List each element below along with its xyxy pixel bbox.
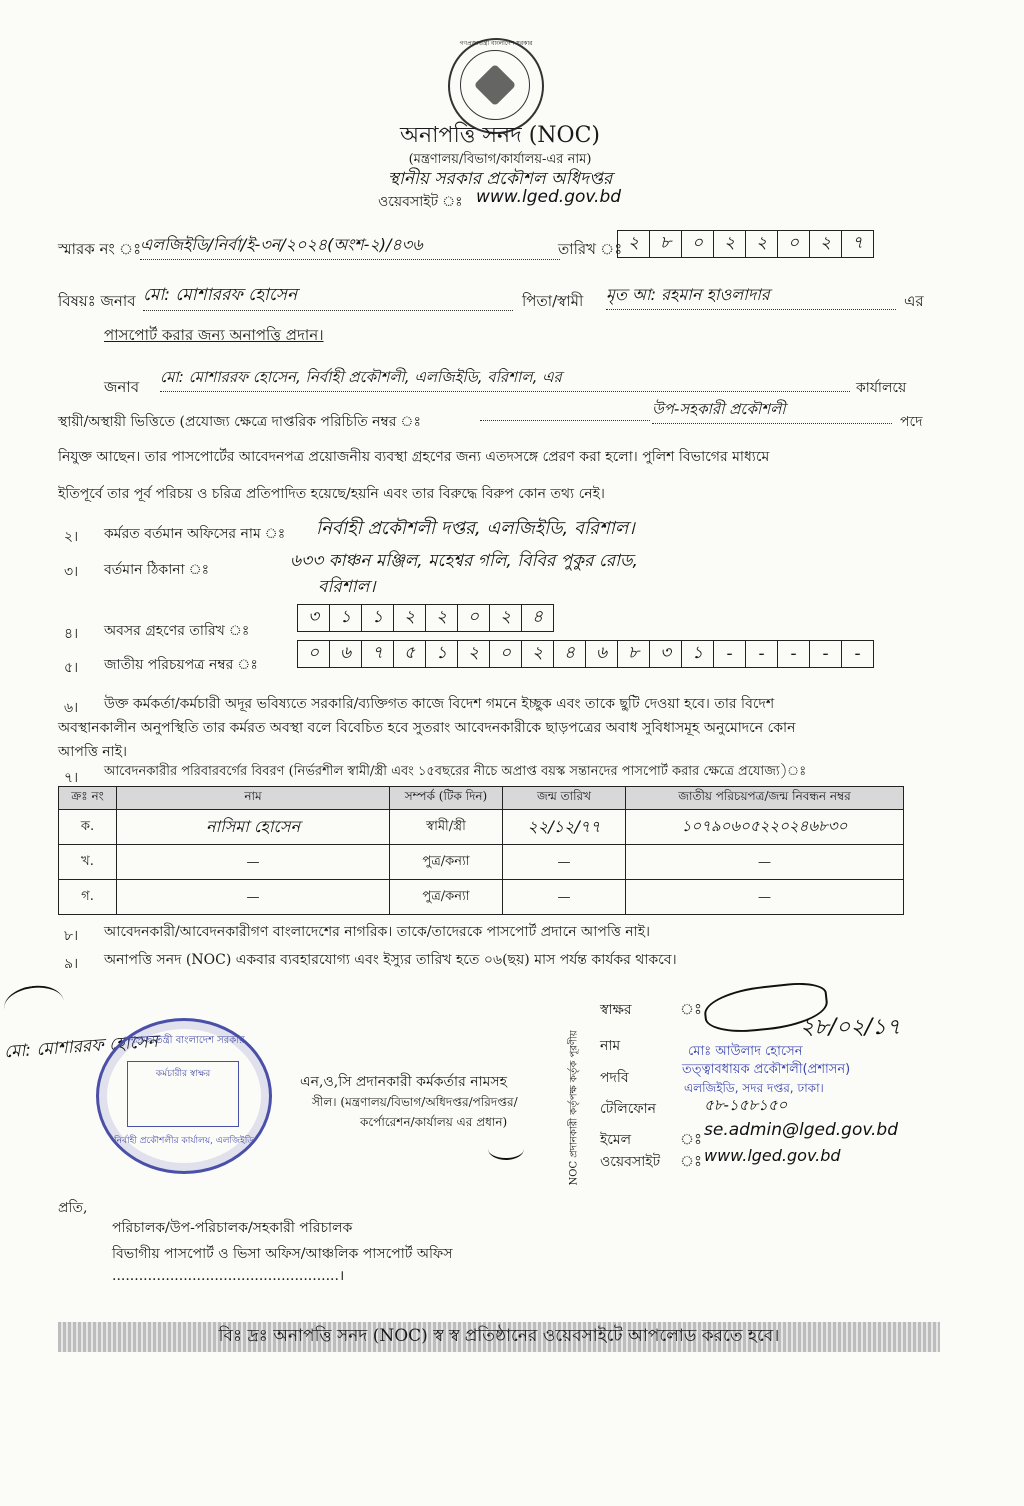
date-digit-box: ০: [681, 230, 714, 258]
row-dob: ২২/১২/৭৭: [503, 810, 626, 845]
footer-note: [58, 1322, 940, 1352]
row-relation: পুত্র/কন্যা: [390, 845, 503, 880]
date-digit-box: ২: [745, 230, 778, 258]
subject-suffix: এর: [904, 292, 924, 310]
row-name: —: [117, 880, 390, 915]
subject-name: মো: মোশাররফ হোসেন: [143, 282, 513, 311]
item3-value-line2: বরিশাল।: [318, 577, 376, 597]
header-dob: জন্ম তারিখ: [503, 787, 626, 810]
retirement-digit-box: ১: [329, 604, 362, 632]
father-name: মৃত আ: রহমান হাওলাদার: [606, 282, 896, 310]
footer-note-text: বিঃ দ্রঃ অনাপত্তি সনদ (NOC) স্ব স্ব প্রতিষ্ঠানের ওয়েবসাইটে আপলোড করতে হবে।: [218, 1326, 780, 1346]
nid-digit-box: ২: [457, 640, 490, 668]
to-label: প্রতি,: [58, 1200, 88, 1216]
email-value: se.admin@lged.gov.bd: [704, 1120, 899, 1140]
row-sl: ক.: [59, 810, 117, 845]
name-label: নাম: [600, 1038, 621, 1054]
para1-line3: নিযুক্ত আছেন। তার পাসপোর্টের আবেদনপত্র প্রয়োজনীয় ব্যবস্থা গ্রহণের জন্য এতদসঙ্গে প্রেরণ করা হলো। পুলিশ বিভাগের মাধ্যমে: [58, 449, 770, 465]
nid-digit-box: -: [841, 640, 874, 668]
phone-value: ৫৮-১৫৮১৫০: [704, 1096, 788, 1114]
retirement-digit-box: ১: [361, 604, 394, 632]
header-nid: জাতীয় পরিচয়পত্র/জন্ম নিবন্ধন নম্বর: [626, 787, 904, 810]
sign-label: স্বাক্ষর: [600, 1002, 632, 1018]
office-seal: [96, 1018, 272, 1174]
nid-digit-box: ১: [681, 640, 714, 668]
para1-office-suffix: কার্যালয়ে: [856, 380, 907, 396]
site-value: www.lged.gov.bd: [704, 1146, 841, 1165]
header-sl: ক্রঃ নং: [59, 787, 117, 810]
nid-digit-box: -: [713, 640, 746, 668]
seal-text-top: গণপ্রজাতন্ত্রী বাংলাদেশ সরকার: [123, 1035, 245, 1046]
seal-inner-text: কর্মচারীর স্বাক্ষর: [155, 1069, 211, 1079]
name-value: মোঃ আউলাদ হোসেন: [688, 1044, 803, 1059]
left-signature-scribble: [2, 982, 67, 1028]
item3-value-line1: ৬৩৩ কাঞ্চন মঞ্জিল, মহেশ্বর গলি, বিবির পুকুর রোড,: [290, 551, 638, 571]
nid-digit-box: ৮: [617, 640, 650, 668]
item7-label: আবেদনকারীর পরিবারবর্গের বিবরণ (নির্ভরশীল স্বামী/স্ত্রী এবং ১৫বছরের নীচে অপ্রাপ্ত বয়স্ক সন্তানদের পাসপোর্ট করার ক্ষেত্রে প্রযোজ্য)ঃ: [104, 764, 807, 779]
date-digit-box: ২: [713, 230, 746, 258]
designation-label: পদবি: [600, 1070, 629, 1086]
row-name: —: [117, 845, 390, 880]
item5-label: জাতীয় পরিচয়পত্র নম্বর ঃ: [104, 657, 258, 673]
email-label: ইমেল: [600, 1132, 632, 1148]
website-value: www.lged.gov.bd: [476, 187, 622, 207]
row-relation: স্বামী/স্ত্রী: [390, 810, 503, 845]
nid-digit-box: ৭: [361, 640, 394, 668]
subject-label: বিষয়ঃ জনাব: [58, 292, 136, 310]
to-line3: ...................................................।: [112, 1268, 345, 1284]
retirement-digit-box: ৩: [297, 604, 330, 632]
to-line2: বিভাগীয় পাসপোর্ট ও ভিসা অফিস/আঞ্চলিক পাসপোর্ট অফিস: [112, 1246, 453, 1262]
item2-label: কর্মরত বর্তমান অফিসের নাম ঃ: [104, 526, 286, 542]
ministry-name: স্থানীয় সরকার প্রকৌশল অধিদপ্তর: [387, 169, 613, 189]
site-colon: ঃ: [680, 1152, 703, 1170]
retirement-digit-box: ২: [425, 604, 458, 632]
memo-value: এলজিইডি/নির্বা/ই-৩ন/২০২৪(অংশ-২)/৪৩৬: [140, 232, 560, 260]
designation-sub: এলজিইডি, সদর দপ্তর, ঢাকা।: [684, 1081, 824, 1095]
family-table: [58, 786, 904, 915]
item2-no: ২।: [64, 529, 79, 545]
father-label: পিতা/স্বামী: [522, 292, 584, 310]
item9-no: ৯।: [64, 956, 79, 972]
item6-line1: উক্ত কর্মকর্তা/কর্মচারী অদূর ভবিষ্যতে সরকারি/ব্যক্তিগত কাজে বিদেশ গমনে ইচ্ছুক এবং তাকে ছুটি দেওয়া হবে। তার বিদেশ: [104, 696, 775, 712]
para1-line2-prefix: স্থায়ী/অস্থায়ী ভিত্তিতে (প্রযোজ্য ক্ষেত্রে দাপ্তরিক পরিচিতি নম্বর ঃ: [58, 414, 421, 430]
row-nid: —: [626, 845, 904, 880]
row-sl: গ.: [59, 880, 117, 915]
item4-no: ৪।: [64, 626, 79, 642]
row-relation: পুত্র/কন্যা: [390, 880, 503, 915]
seal-inner-box: [127, 1061, 239, 1127]
caption-initials: [488, 1138, 524, 1160]
item4-label: অবসর গ্রহণের তারিখ ঃ: [104, 623, 250, 639]
date-boxes: [618, 230, 874, 258]
para1-label: জনাব: [104, 378, 140, 396]
para1-name: মো: মোশাররফ হোসেন, নির্বাহী প্রকৌশলী, এলজিইডি, বরিশাল, এর: [160, 366, 850, 392]
nid-digit-box: ০: [489, 640, 522, 668]
item8-no: ৮।: [64, 928, 79, 944]
email-colon: ঃ: [680, 1130, 703, 1148]
retirement-date-boxes: [298, 604, 554, 632]
item3-label: বর্তমান ঠিকানা ঃ: [104, 562, 210, 578]
row-dob: —: [503, 845, 626, 880]
para1-line4: ইতিপূর্বে তার পূর্ব পরিচয় ও চরিত্র প্রতিপাদিত হয়েছে/হয়নি এবং তার বিরুদ্ধে বিরুপ কোন তথ্য নেই।: [58, 486, 605, 502]
subject-line2: পাসপোর্ট করার জন্য অনাপত্তি প্রদান।: [104, 326, 324, 344]
nid-digit-box: ৬: [585, 640, 618, 668]
left-signature-name: মো: মোশাররফ হোসেন: [3, 1031, 159, 1063]
nid-digit-box: -: [745, 640, 778, 668]
para1-designation: উপ-সহকারী প্রকৌশলী: [652, 398, 892, 424]
emblem-text: গণপ্রজাতন্ত্রী বাংলাদেশ সরকার: [459, 40, 533, 47]
para1-line2-dots: [480, 420, 650, 421]
item5-no: ৫।: [64, 660, 79, 676]
site-label: ওয়েবসাইট: [600, 1154, 661, 1170]
date-digit-box: ৮: [649, 230, 682, 258]
phone-label: টেলিফোন: [600, 1101, 657, 1117]
family-table-header: [59, 787, 904, 810]
website-label: ওয়েবসাইট ঃ: [378, 194, 463, 210]
designation-value: তত্ত্বাবধায়ক প্রকৌশলী(প্রশাসন): [682, 1062, 851, 1077]
row-dob: —: [503, 880, 626, 915]
nid-digit-box: ২: [521, 640, 554, 668]
nid-digit-box: ১: [425, 640, 458, 668]
retirement-digit-box: ২: [393, 604, 426, 632]
nid-digit-box: ০: [297, 640, 330, 668]
noc-caption-line1: এন,ও,সি প্রদানকারী কর্মকর্তার নামসহ: [300, 1074, 508, 1090]
row-nid: ১০৭৯০৬০৫২২০২৪৬৮৩০: [626, 810, 904, 845]
item6-line2: অবস্থানকালীন অনুপস্থিতি তার কর্মরত অবস্থা বলে বিবেচিত হবে সুতরাং আবেদনকারীকে ছাড়পত্রের অবাধ সুবিধাসমূহ অনুমোদনে কোন: [58, 720, 796, 736]
item6-no: ৬।: [64, 700, 79, 716]
nid-digit-box: ৩: [649, 640, 682, 668]
nid-digit-box: ৬: [329, 640, 362, 668]
table-row: [59, 880, 904, 915]
document-title: অনাপত্তি সনদ (NOC): [399, 123, 601, 148]
table-row: [59, 810, 904, 845]
retirement-digit-box: ০: [457, 604, 490, 632]
header-name: নাম: [117, 787, 390, 810]
to-line1: পরিচালক/উপ-পরিচালক/সহকারী পরিচালক: [112, 1220, 353, 1236]
sign-colon: ঃ: [680, 1000, 703, 1018]
memo-label: স্মারক নং ঃ: [58, 240, 142, 258]
sign-date: ২৮/০২/১৭: [800, 1015, 901, 1040]
vertical-note: NOC প্রদানকারী কর্তৃপক্ষ কর্তৃক পূরণীয়: [568, 1030, 580, 1186]
item3-no: ৩।: [64, 564, 79, 580]
date-digit-box: ২: [809, 230, 842, 258]
retirement-digit-box: ২: [489, 604, 522, 632]
item7-no: ৭।: [64, 770, 79, 786]
nid-digit-box: -: [777, 640, 810, 668]
ministry-label: (মন্ত্রণালয়/বিভাগ/কার্যালয়-এর নাম): [408, 152, 592, 167]
nid-digit-box: ৪: [553, 640, 586, 668]
para1-post-suffix: পদে: [900, 414, 923, 430]
retirement-digit-box: ৪: [521, 604, 554, 632]
row-nid: —: [626, 880, 904, 915]
table-row: [59, 845, 904, 880]
item9-text: অনাপত্তি সনদ (NOC) একবার ব্যবহারযোগ্য এবং ইস্যুর তারিখ হতে ০৬(ছয়) মাস পর্যন্ত কার্যকর থাকবে।: [104, 952, 677, 968]
item2-value: নির্বাহী প্রকৌশলী দপ্তর, এলজিইডি, বরিশাল।: [316, 518, 635, 539]
nid-boxes: [298, 640, 874, 668]
item8-text: আবেদনকারী/আবেদনকারীগণ বাংলাদেশের নাগরিক। তাকে/তাদেরকে পাসপোর্ট প্রদানে আপত্তি নাই।: [104, 924, 651, 940]
item6-line3: আপত্তি নাই।: [58, 744, 128, 760]
seal-text-bottom: নির্বাহী প্রকৌশলীর কার্যালয়, এলজিইডি: [114, 1136, 254, 1146]
header-relation: সম্পর্ক (টিক দিন): [390, 787, 503, 810]
date-digit-box: ০: [777, 230, 810, 258]
nid-digit-box: ৫: [393, 640, 426, 668]
date-label: তারিখ ঃ: [558, 240, 623, 258]
date-digit-box: ২: [617, 230, 650, 258]
date-digit-box: ৭: [841, 230, 874, 258]
row-sl: খ.: [59, 845, 117, 880]
noc-caption-line2: সীল। (মন্ত্রণালয়/বিভাগ/অধিদপ্তর/পরিদপ্তর/: [312, 1095, 518, 1109]
noc-caption-line3: কর্পোরেশন/কার্যালয় এর প্রধান): [360, 1115, 508, 1129]
nid-digit-box: -: [809, 640, 842, 668]
row-name: নাসিমা হোসেন: [117, 810, 390, 845]
